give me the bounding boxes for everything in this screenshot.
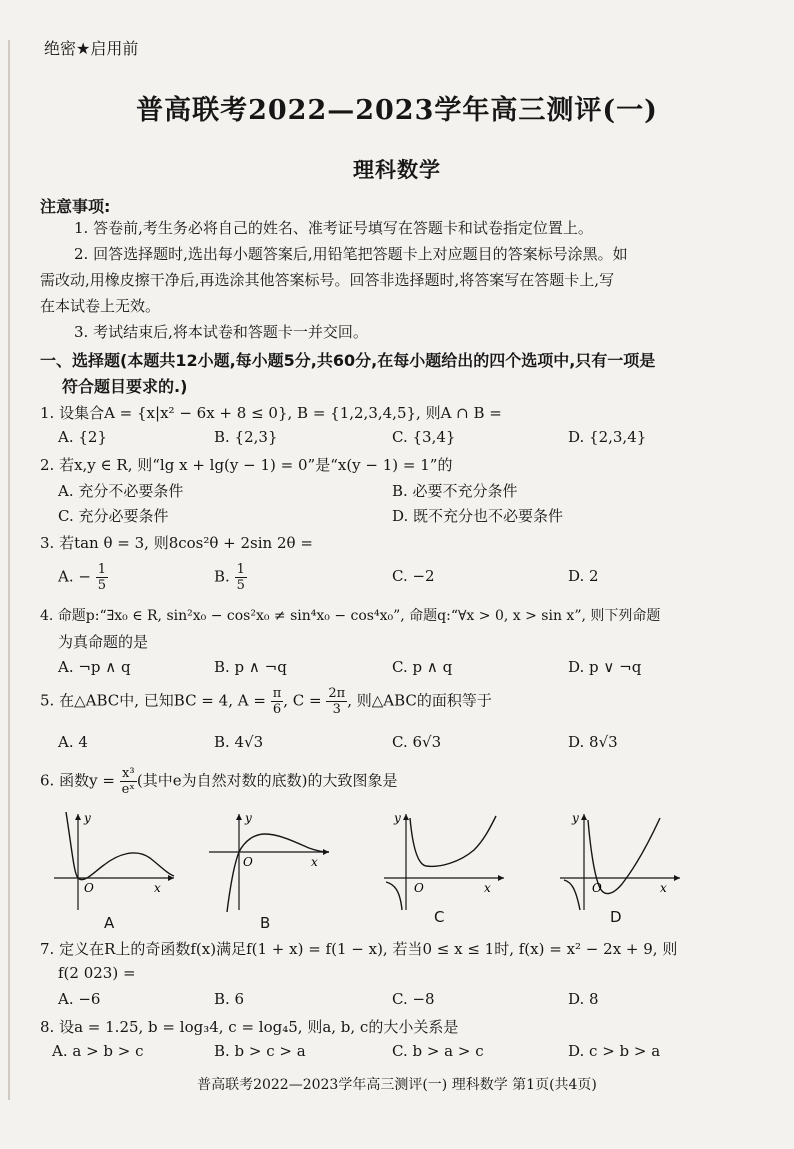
q5-option-a: A. 4 — [58, 733, 88, 751]
fraction-numerator: 2π — [328, 686, 346, 701]
q2-option-b: B. 必要不充分条件 — [392, 482, 518, 500]
q2-option-d: D. 既不充分也不必要条件 — [392, 507, 564, 525]
q7-option-b: B. 6 — [214, 990, 245, 1008]
q8-option-b: B. b > c > a — [214, 1042, 306, 1060]
q3-option-b — [214, 562, 247, 593]
axis-y-label: y — [394, 811, 401, 825]
q2-option-c: C. 充分必要条件 — [58, 507, 169, 525]
q5-option-d: D. 8√3 — [568, 733, 618, 751]
q5-angle-c-fraction — [326, 686, 347, 717]
q8-option-c: C. b > a > c — [392, 1042, 484, 1060]
fraction-numerator: 1 — [97, 562, 106, 577]
q6-function-fraction — [120, 766, 137, 797]
q5-stem-part: , C = — [283, 691, 322, 710]
q6-stem-part: (其中e为自然对数的底数)的大致图象是 — [136, 771, 398, 790]
graph-d-label: D — [610, 908, 622, 926]
q4-option-b: B. p ∧ ¬q — [214, 658, 287, 676]
q3-option-a-label: A. − — [58, 567, 91, 586]
q3-option-c: C. −2 — [392, 567, 435, 585]
q7-option-d: D. 8 — [568, 990, 599, 1008]
question-8-stem: 8. 设a = 1.25, b = log₃4, c = log₄5, 则a, b, c的大小关系是 — [40, 1018, 459, 1036]
q5-stem-part: 5. 在△ABC中, 已知BC = 4, A = — [40, 691, 266, 710]
axis-y-label: y — [572, 811, 579, 825]
q3-option-b-fraction — [235, 562, 247, 593]
note-item: 2. 回答选择题时,选出每小题答案后,用铅笔把答题卡上对应题目的答案标号涂黑。如 — [74, 245, 628, 263]
fraction-denominator: 5 — [97, 578, 106, 593]
fraction-numerator: 1 — [236, 562, 245, 577]
note-item: 在本试卷上无效。 — [40, 297, 161, 315]
question-7-stem: 7. 定义在R上的奇函数f(x)满足f(1 + x) = f(1 − x), 若当0 ≤ x ≤ 1时, f(x) = x² − 2x + 9, 则 — [40, 940, 678, 958]
notes-heading: 注意事项: — [40, 197, 111, 216]
graph-a — [50, 810, 180, 915]
note-item: 1. 答卷前,考生务必将自己的姓名、准考证号填写在答题卡和试卷指定位置上。 — [74, 219, 593, 237]
q1-option-a: A. {2} — [58, 428, 107, 446]
question-5-stem — [40, 686, 492, 717]
binding-line — [8, 40, 10, 1100]
q1-option-d: D. {2,3,4} — [568, 428, 647, 446]
q5-option-c: C. 6√3 — [392, 733, 442, 751]
q4-option-c: C. p ∧ q — [392, 658, 453, 676]
question-6-stem — [40, 766, 397, 797]
q3-option-b-label: B. — [214, 567, 230, 586]
q4-option-a: A. ¬p ∧ q — [58, 658, 131, 676]
fraction-numerator: x³ — [120, 766, 137, 782]
q2-option-a: A. 充分不必要条件 — [58, 482, 184, 500]
fraction-denominator: 6 — [272, 702, 282, 717]
q4-option-d: D. p ∨ ¬q — [568, 658, 642, 676]
origin-label: O — [592, 881, 602, 895]
q5-option-b: B. 4√3 — [214, 733, 264, 751]
axis-x-label: x — [311, 855, 318, 869]
question-2-stem: 2. 若x,y ∈ R, 则“lg x + lg(y − 1) = 0”是“x(y − 1) = 1”的 — [40, 456, 453, 474]
axis-x-label: x — [484, 881, 491, 895]
axis-y-label: y — [245, 811, 252, 825]
question-1-stem: 1. 设集合A = {x|x² − 6x + 8 ≤ 0}, B = {1,2,3,4,5}, 则A ∩ B = — [40, 404, 502, 422]
question-4-stem-cont: 为真命题的是 — [58, 633, 149, 651]
q3-option-a — [58, 562, 108, 593]
graph-b — [205, 810, 335, 915]
question-4-stem: 4. 命题p:“∃x₀ ∈ R, sin²x₀ − cos²x₀ ≠ sin⁴x₀ − cos⁴x₀”, 命题q:“∀x > 0, x > sin x”, 则下列命题 — [40, 608, 661, 624]
q3-option-d: D. 2 — [568, 567, 599, 585]
origin-label: O — [84, 881, 94, 895]
q8-option-a: A. a > b > c — [52, 1042, 144, 1060]
fraction-denominator: 3 — [332, 702, 341, 717]
subject-title: 理科数学 — [353, 157, 441, 182]
q7-option-c: C. −8 — [392, 990, 435, 1008]
origin-label: O — [414, 881, 424, 895]
fraction-denominator: eˣ — [121, 782, 135, 797]
note-item: 需改动,用橡皮擦干净后,再选涂其他答案标号。回答非选择题时,将答案写在答题卡上,写 — [40, 271, 615, 289]
question-3-stem: 3. 若tan θ = 3, 则8cos²θ + 2sin 2θ = — [40, 534, 313, 552]
q5-stem-part: , 则△ABC的面积等于 — [347, 691, 492, 710]
secret-label: 绝密★启用前 — [44, 39, 139, 58]
axis-x-label: x — [660, 881, 667, 895]
section-heading-cont: 符合题目要求的.) — [62, 377, 188, 396]
q1-option-b: B. {2,3} — [214, 428, 278, 446]
graph-d — [556, 810, 686, 915]
question-7-stem-cont: f(2 023) = — [58, 964, 136, 982]
note-item: 3. 考试结束后,将本试卷和答题卡一并交回。 — [74, 323, 368, 341]
page-footer: 普高联考2022—2023学年高三测评(一) 理科数学 第1页(共4页) — [197, 1077, 597, 1093]
q7-option-a: A. −6 — [58, 990, 101, 1008]
fraction-denominator: 5 — [236, 578, 245, 593]
fraction-numerator: π — [272, 686, 282, 701]
axis-x-label: x — [154, 881, 161, 895]
q3-option-a-fraction — [96, 562, 108, 593]
graph-b-label: B — [260, 914, 271, 932]
q1-option-c: C. {3,4} — [392, 428, 456, 446]
q8-option-d: D. c > b > a — [568, 1042, 661, 1060]
section-heading: 一、选择题(本题共12小题,每小题5分,共60分,在每小题给出的四个选项中,只有一项是 — [40, 351, 656, 370]
page-title: 普高联考2022—2023学年高三测评(一) — [136, 95, 658, 126]
graph-c-label: C — [434, 908, 445, 926]
q6-stem-part: 6. 函数y = — [40, 771, 115, 790]
graph-a-label: A — [104, 914, 115, 932]
q5-angle-a-fraction — [271, 686, 284, 717]
graph-c — [380, 810, 510, 915]
origin-label: O — [243, 855, 253, 869]
axis-y-label: y — [84, 811, 91, 825]
